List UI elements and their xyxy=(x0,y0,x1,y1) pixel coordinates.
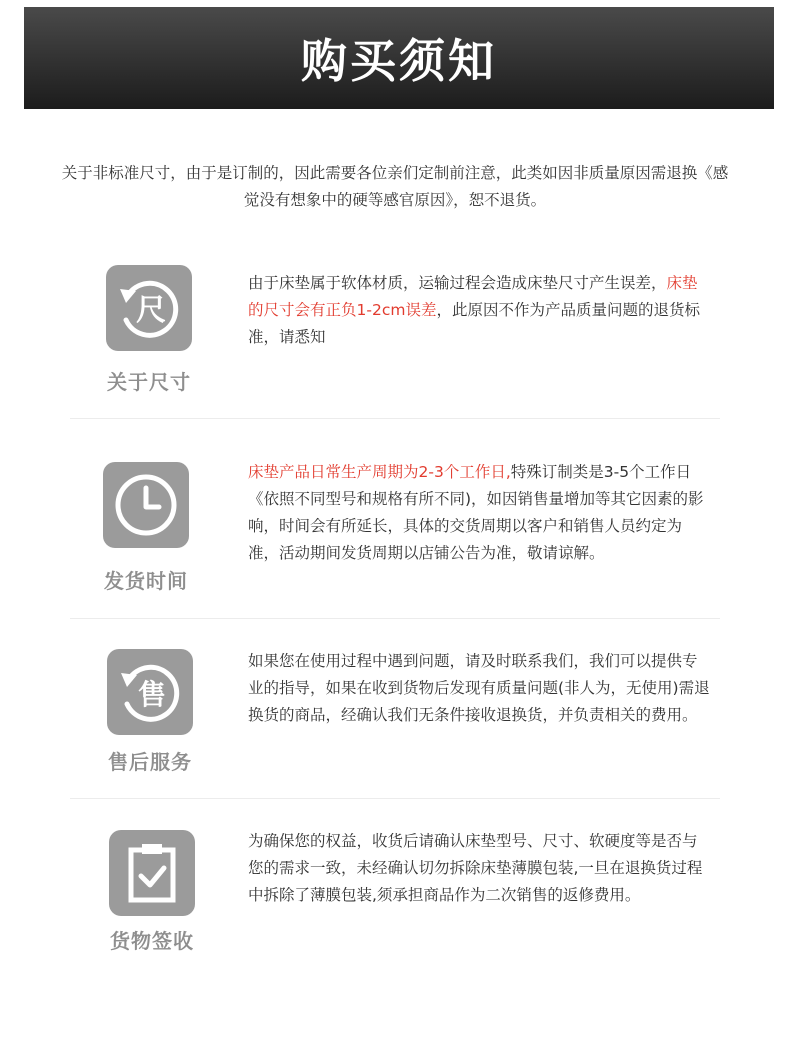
section-label-receipt: 货物签收 xyxy=(110,929,194,953)
page-title: 购买须知 xyxy=(301,34,497,88)
section-text-receipt xyxy=(248,828,710,909)
section-label-aftersales: 售后服务 xyxy=(108,750,192,774)
divider xyxy=(70,798,720,799)
icon-glyph: 尺 xyxy=(136,293,166,328)
clipboard-check-icon xyxy=(109,830,195,916)
ruler-refresh-icon xyxy=(106,265,192,351)
text-pre: 为确保您的权益，收货后请确认床垫型号、尺寸、软硬度等是否与您的需求一致，未经确认切勿拆除床垫薄膜包装,一旦在退换货过程中拆除了薄膜包装,须承担商品作为二次销售的返修费用。 xyxy=(248,832,703,904)
header-banner xyxy=(24,7,774,109)
after-sales-refresh-icon xyxy=(107,649,193,735)
text-highlight: 床垫的尺寸会有正负1-2cm误差 xyxy=(248,274,698,319)
text-highlight: 床垫产品日常生产周期为2-3个工作日, xyxy=(248,463,511,481)
text-post: 特殊订制类是3-5个工作日《依照不同型号和规格有所不同)，如因销售量增加等其它因素的影响，时间会有所延长，具体的交货周期以客户和销售人员约定为准，活动期间发货周期以店铺公告为准，敬请谅解。 xyxy=(248,463,704,562)
icon-glyph: 售 xyxy=(137,678,167,711)
section-text-size xyxy=(248,270,710,351)
section-text-aftersales xyxy=(248,648,710,729)
text-pre: 由于床垫属于软体材质，运输过程会造成床垫尺寸产生误差， xyxy=(248,274,667,292)
section-label-size: 关于尺寸 xyxy=(107,370,191,394)
clock-icon xyxy=(103,462,189,548)
text-post: ，此原因不作为产品质量问题的退货标准，请悉知 xyxy=(248,301,700,346)
intro-text: 关于非标准尺寸，由于是订制的，因此需要各位亲们定制前注意，此类如因非质量原因需退换《感觉没有想象中的硬等感官原因》，恕不退货。 xyxy=(61,164,729,209)
divider xyxy=(70,418,720,419)
section-label-shipping: 发货时间 xyxy=(104,569,188,593)
section-text-shipping xyxy=(248,459,710,567)
text-pre: 如果您在使用过程中遇到问题，请及时联系我们，我们可以提供专业的指导，如果在收到货物后发现有质量问题(非人为，无使用)需退换货的商品，经确认我们无条件接收退换货，并负责相关的费用。 xyxy=(248,652,710,724)
divider xyxy=(70,618,720,619)
